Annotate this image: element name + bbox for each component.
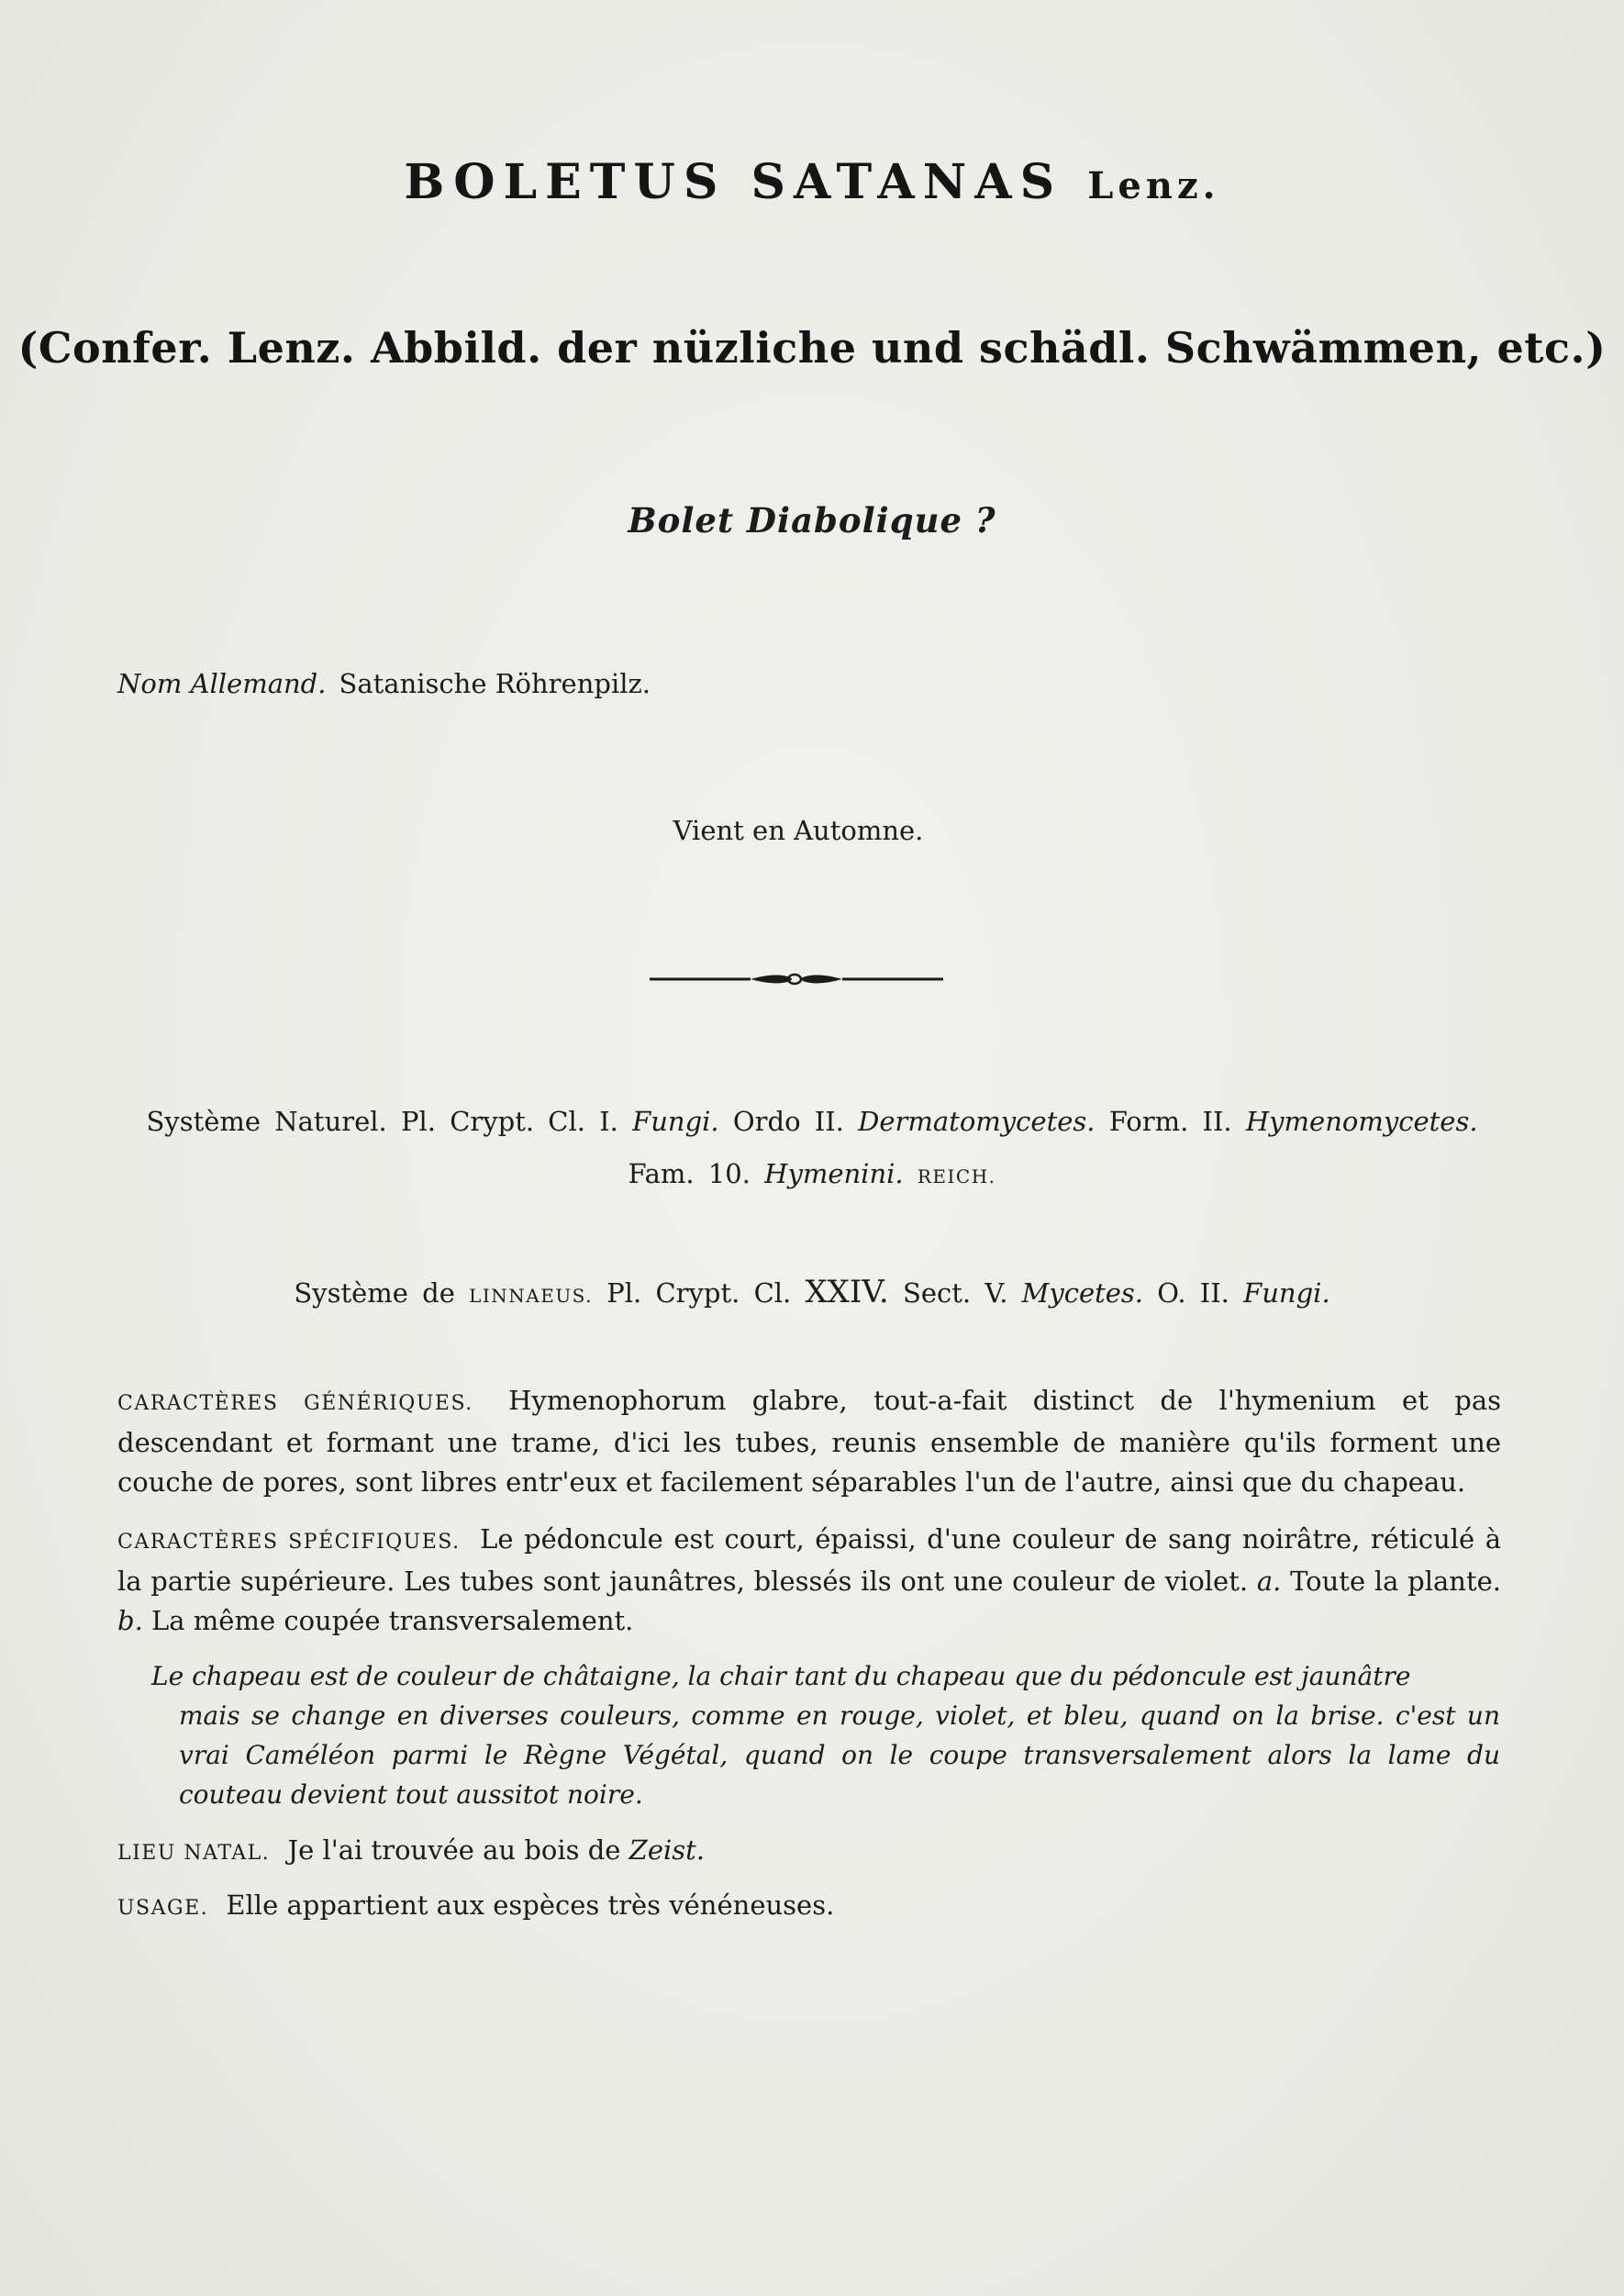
caracteres-specifiques-paragraph bbox=[117, 1520, 1501, 1641]
page-title bbox=[0, 154, 1624, 210]
systeme-linnaeus-cl: XXIV. bbox=[805, 1274, 889, 1310]
systeme-linnaeus-label: Système de bbox=[294, 1277, 455, 1309]
systeme-naturel-dermatomycetes: Dermatomycetes. bbox=[858, 1106, 1096, 1137]
systeme-naturel-class: Système Naturel. Pl. Crypt. Cl. I. bbox=[146, 1106, 618, 1137]
systeme-linnaeus-line bbox=[0, 1274, 1624, 1310]
lieu-natal-place: Zeist. bbox=[628, 1834, 706, 1866]
title-author: Lenz. bbox=[1087, 164, 1220, 207]
usage-text: Elle appartient aux espèces très vénéneuses. bbox=[226, 1889, 835, 1921]
figure-label-b: b. bbox=[117, 1605, 143, 1636]
lieu-natal-text: Je l'ai trouvée au bois de bbox=[287, 1834, 621, 1866]
lieu-natal-paragraph bbox=[117, 1831, 1501, 1873]
figure-label-a: a. bbox=[1256, 1566, 1282, 1597]
german-name-value: Satanische Röhrenpilz. bbox=[339, 668, 651, 699]
systeme-naturel-line2 bbox=[0, 1158, 1624, 1189]
chapeau-line1: Le chapeau est de couleur de châtaigne, la chair tant du chapeau que du pédoncule est jaunâtre bbox=[151, 1661, 1411, 1691]
systeme-linnaeus-ordo: O. II. bbox=[1157, 1277, 1229, 1309]
systeme-naturel-hymenini: Hymenini. bbox=[764, 1158, 904, 1189]
chapeau-rest: mais se change en diverses couleurs, comme en rouge, violet, et bleu, quand on la brise. c'est un vrai Caméléon parmi le Règne Végétal, quand on le coupe transversalement alors la lame du couteau devient tout aussitot noire. bbox=[179, 1700, 1500, 1810]
caracteres-generiques-label: CARACTÈRES GÉNÉRIQUES. bbox=[117, 1392, 473, 1415]
season-line: Vient en Automne. bbox=[673, 815, 924, 846]
systeme-naturel-hymenomycetes: Hymenomycetes. bbox=[1245, 1106, 1478, 1137]
systeme-linnaeus-sect: Sect. V. bbox=[902, 1277, 1008, 1309]
title-species: BOLETUS SATANAS bbox=[404, 154, 1063, 210]
lieu-natal-label: LIEU NATAL. bbox=[117, 1842, 271, 1865]
german-name bbox=[117, 668, 651, 699]
figure-b-caption: La même coupée transversalement. bbox=[151, 1605, 634, 1636]
figure-a-caption: Toute la plante. bbox=[1290, 1566, 1501, 1597]
usage-label: USAGE. bbox=[117, 1897, 209, 1920]
usage-paragraph bbox=[117, 1886, 1501, 1928]
systeme-linnaeus-fungi: Fungi. bbox=[1243, 1277, 1330, 1309]
chapeau-paragraph bbox=[151, 1656, 1500, 1814]
caracteres-specifiques-label: CARACTÈRES SPÉCIFIQUES. bbox=[117, 1531, 461, 1554]
caracteres-generiques-text: Hymenophorum glabre, tout-a-fait distinct de l'hymenium et pas descendant et formant une trame, d'ici les tubes, reunis ensemble de manière qu'ils forment une couche de pores, sont libres entr'eux et facilement séparables l'un de l'autre, ainsi que du chapeau. bbox=[117, 1385, 1501, 1498]
systeme-naturel-form: Form. II. bbox=[1108, 1106, 1232, 1137]
ornament-divider bbox=[650, 965, 943, 993]
systeme-naturel-reich: REICH. bbox=[917, 1165, 996, 1187]
caracteres-specifiques-text: Le pédoncule est court, épaissi, d'une couleur de sang noirâtre, réticulé à la partie supérieure. Les tubes sont jaunâtres, blessés ils ont une couleur de violet. bbox=[117, 1523, 1501, 1597]
systeme-linnaeus-mycetes: Mycetes. bbox=[1021, 1277, 1144, 1309]
systeme-linnaeus-name: LINNAEUS. bbox=[469, 1285, 594, 1307]
systeme-naturel-fam: Fam. 10. bbox=[628, 1158, 751, 1189]
systeme-naturel-fungi: Fungi. bbox=[632, 1106, 719, 1137]
german-name-label: Nom Allemand. bbox=[117, 668, 327, 699]
french-name: Bolet Diabolique ? bbox=[628, 500, 996, 541]
systeme-linnaeus-class: Pl. Crypt. Cl. bbox=[606, 1277, 792, 1309]
reference-line: (Confer. Lenz. Abbild. der nüzliche und schädl. Schwämmen, etc.) bbox=[17, 323, 1607, 373]
systeme-naturel-ordo: Ordo II. bbox=[732, 1106, 844, 1137]
caracteres-generiques-paragraph bbox=[117, 1381, 1501, 1502]
systeme-naturel-line1 bbox=[0, 1106, 1624, 1137]
